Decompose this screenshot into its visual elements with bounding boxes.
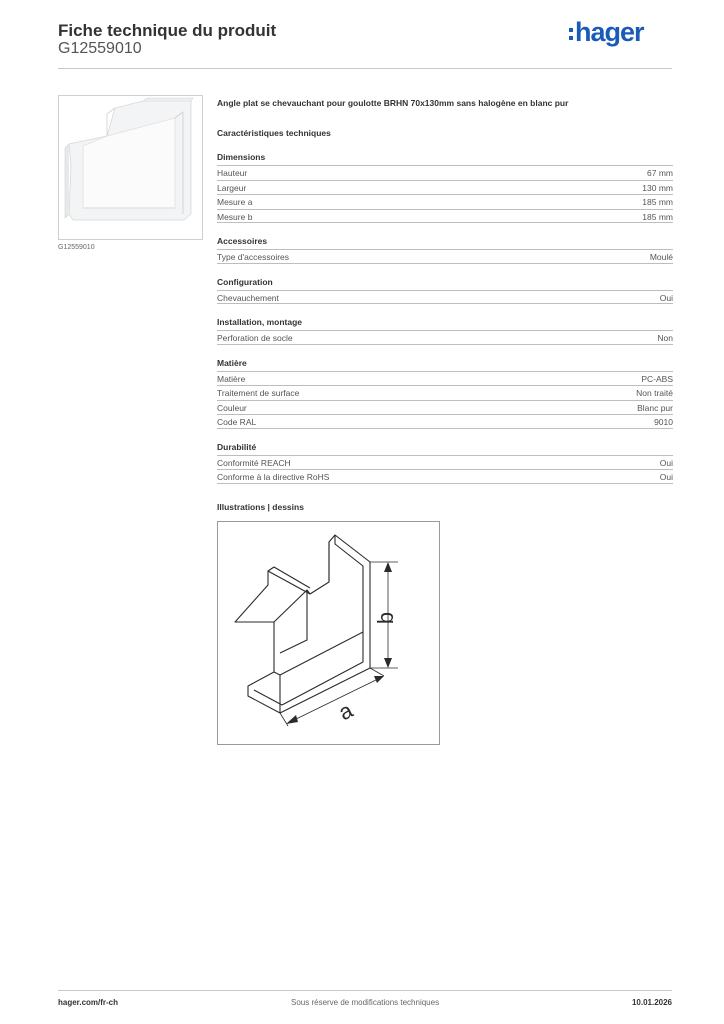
spec-value: 185 mm xyxy=(642,211,673,222)
spec-row xyxy=(217,165,673,180)
spec-row xyxy=(217,414,673,429)
dimension-a-label: a xyxy=(334,697,357,726)
spec-value: Non xyxy=(657,333,673,343)
product-reference: G12559010 xyxy=(58,40,142,57)
spec-value: Oui xyxy=(659,472,673,482)
spec-label: Matière xyxy=(217,373,246,384)
spec-row xyxy=(217,330,673,345)
page-title: Fiche technique du produit xyxy=(58,21,277,40)
spec-label: Conforme à la directive RoHS xyxy=(217,472,330,482)
product-description: Angle plat se chevauchant pour goulotte BRHN 70x130mm sans halogène en blanc pur xyxy=(217,98,569,108)
spec-row xyxy=(217,385,673,400)
spec-row xyxy=(217,209,673,224)
spec-sections xyxy=(217,151,673,484)
spec-label: Traitement de surface xyxy=(217,388,300,398)
spec-value: 130 mm xyxy=(642,182,673,193)
section-title: Configuration xyxy=(217,276,273,287)
spec-row xyxy=(217,371,673,386)
footer-website[interactable]: hager.com/fr-ch xyxy=(58,998,119,1007)
spec-table xyxy=(217,455,673,484)
spec-section xyxy=(217,276,673,305)
photo-caption: G12559010 xyxy=(58,244,95,251)
section-title: Matière xyxy=(217,357,247,368)
dimension-drawing xyxy=(218,522,439,744)
section-title: Dimensions xyxy=(217,152,266,162)
spec-row xyxy=(217,194,673,209)
logo-text: hager xyxy=(575,17,644,47)
spec-section xyxy=(217,316,673,345)
section-title: Installation, montage xyxy=(217,317,303,327)
section-title: Durabilité xyxy=(217,441,257,452)
spec-label: Mesure a xyxy=(217,197,253,207)
spec-value: Non traité xyxy=(636,388,673,398)
spec-row xyxy=(217,455,673,470)
technical-title: Caractéristiques techniques xyxy=(217,128,331,138)
spec-value: Blanc pur xyxy=(637,402,673,413)
footer-date: 10.01.2026 xyxy=(631,998,672,1007)
spec-table xyxy=(217,290,673,305)
section-title: Accessoires xyxy=(217,236,268,246)
footer-divider xyxy=(58,990,672,991)
spec-section xyxy=(217,357,673,429)
spec-label: Conformité REACH xyxy=(217,457,291,468)
spec-value: PC-ABS xyxy=(641,373,673,384)
spec-label: Hauteur xyxy=(217,168,248,178)
spec-table xyxy=(217,330,673,345)
spec-table xyxy=(217,165,673,223)
spec-label: Couleur xyxy=(217,402,247,413)
product-image xyxy=(59,96,202,239)
spec-value: 9010 xyxy=(654,417,673,427)
spec-table xyxy=(217,371,673,429)
technical-drawing xyxy=(217,521,440,745)
spec-section xyxy=(217,151,673,223)
spec-label: Perforation de socle xyxy=(217,333,293,343)
spec-value: Oui xyxy=(659,292,673,303)
spec-value: 67 mm xyxy=(647,168,673,178)
spec-value: Oui xyxy=(659,457,673,468)
technical-data xyxy=(217,97,673,484)
spec-section xyxy=(217,441,673,484)
spec-row xyxy=(217,249,673,264)
spec-label: Chevauchement xyxy=(217,292,279,303)
spec-label: Code RAL xyxy=(217,417,257,427)
spec-label: Largeur xyxy=(217,182,247,193)
spec-row xyxy=(217,290,673,305)
product-photo xyxy=(58,95,203,240)
header-divider xyxy=(58,68,672,69)
dimension-b-label: b xyxy=(373,611,398,625)
hager-logo xyxy=(566,14,662,50)
spec-table xyxy=(217,249,673,264)
spec-label: Mesure b xyxy=(217,211,253,222)
spec-label: Type d'accessoires xyxy=(217,252,290,262)
spec-row xyxy=(217,469,673,484)
spec-row xyxy=(217,400,673,415)
spec-section xyxy=(217,235,673,264)
spec-row xyxy=(217,180,673,195)
spec-value: Moulé xyxy=(649,252,673,262)
footer-disclaimer: Sous réserve de modifications techniques xyxy=(291,998,440,1007)
illustrations-title: Illustrations | dessins xyxy=(217,502,304,512)
spec-value: 185 mm xyxy=(642,197,673,207)
